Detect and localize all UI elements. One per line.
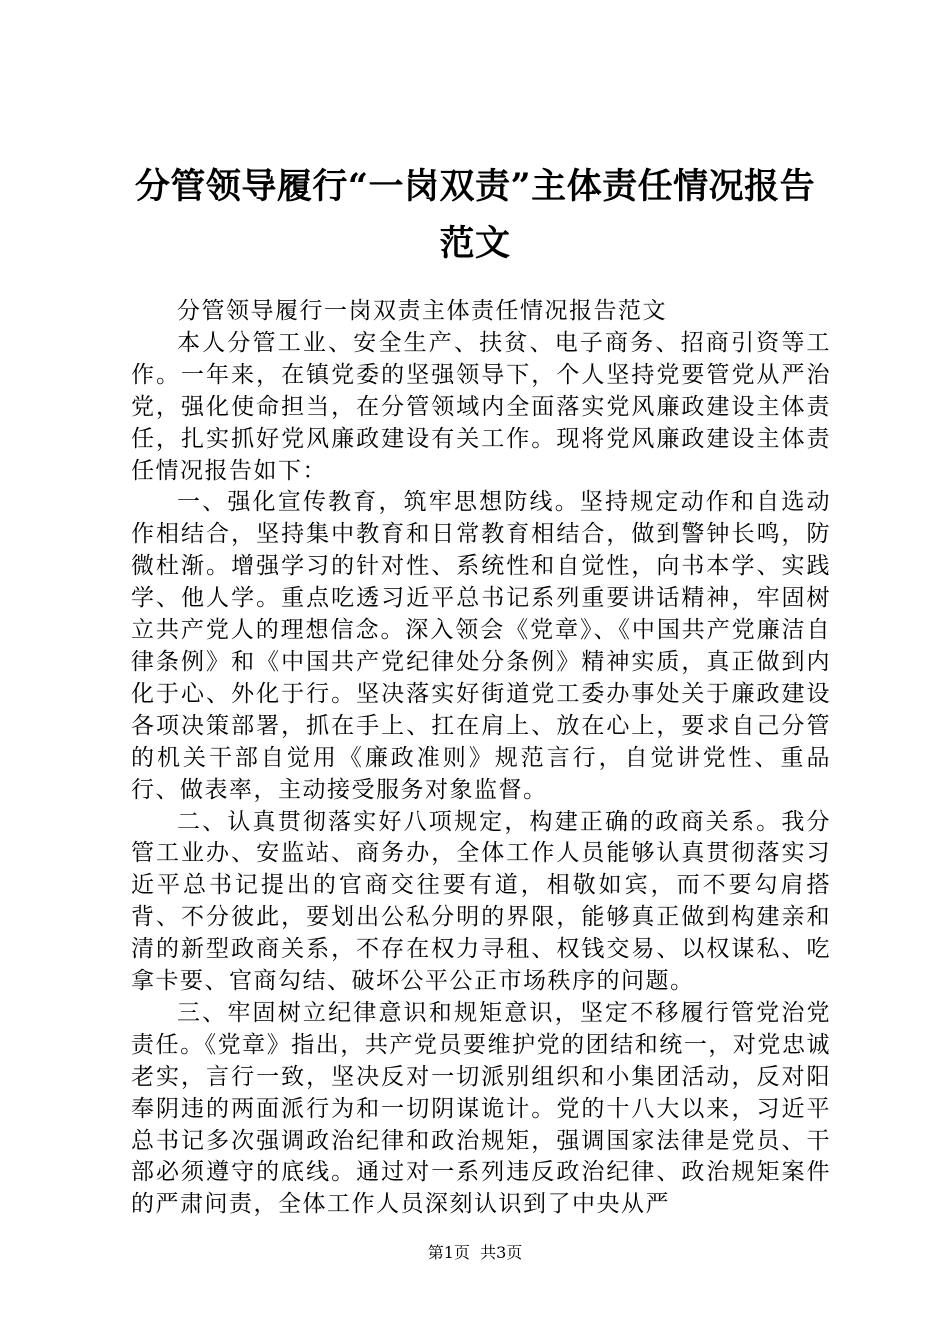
document-body xyxy=(131,296,831,1221)
paragraph-section-2: 二、认真贯彻落实好八项规定，构建正确的政商关系。我分管工业办、安监站、商务办，全体工作人员能够认真贯彻落实习近平总书记提出的官商交往要有道，相敬如宾，而不要勾肩搭背、不分彼此，要划出公私分明的界限，能够真正做到构建亲和清的新型政商关系，不存在权力寻租、权钱交易、以权谋私、吃拿卡要、官商勾结、破坏公平公正市场秩序的问题。 xyxy=(131,808,831,995)
paragraph-intro: 本人分管工业、安全生产、扶贫、电子商务、招商引资等工作。一年来，在镇党委的坚强领导下，个人坚持党要管党从严治党，强化使命担当，在分管领域内全面落实党风廉政建设主体责任，扎实抓好党风廉政建设有关工作。现将党风廉政建设主体责任情况报告如下： xyxy=(131,329,831,484)
page-footer xyxy=(0,1243,950,1263)
document-title: 分管领导履行“一岗双责”主体责任情况报告范文 xyxy=(134,166,816,264)
page-number: 第1页 共3页 xyxy=(427,1243,523,1262)
paragraph-subtitle: 分管领导履行一岗双责主体责任情况报告范文 xyxy=(177,298,667,324)
paragraph-section-1: 一、强化宣传教育，筑牢思想防线。坚持规定动作和自选动作相结合，坚持集中教育和日常教育相结合，做到警钟长鸣，防微杜渐。增强学习的针对性、系统性和自觉性，向书本学、实践学、他人学。重点吃透习近平总书记系列重要讲话精神，牢固树立共产党人的理想信念。深入领会《党章》、《中国共产党廉洁自律条例》和《中国共产党纪律处分条例》精神实质，真正做到内化于心、外化于行。坚决落实好街道党工委办事处关于廉政建设各项决策部署，抓在手上、扛在肩上、放在心上，要求自己分管的机关干部自觉用《廉政准则》规范言行，自觉讲党性、重品行、做表率，主动接受服务对象监督。 xyxy=(131,489,831,803)
paragraph-section-3: 三、牢固树立纪律意识和规矩意识，坚定不移履行管党治党责任。《党章》指出，共产党员要维护党的团结和统一，对党忠诚老实，言行一致，坚决反对一切派别组织和小集团活动，反对阳奉阴违的两面派行为和一切阴谋诡计。党的十八大以来，习近平总书记多次强调政治纪律和政治规矩，强调国家法律是党员、干部必须遵守的底线。通过对一系列违反政治纪律、政治规矩案件的严肃问责，全体工作人员深刻认识到了中央从严 xyxy=(131,999,831,1218)
